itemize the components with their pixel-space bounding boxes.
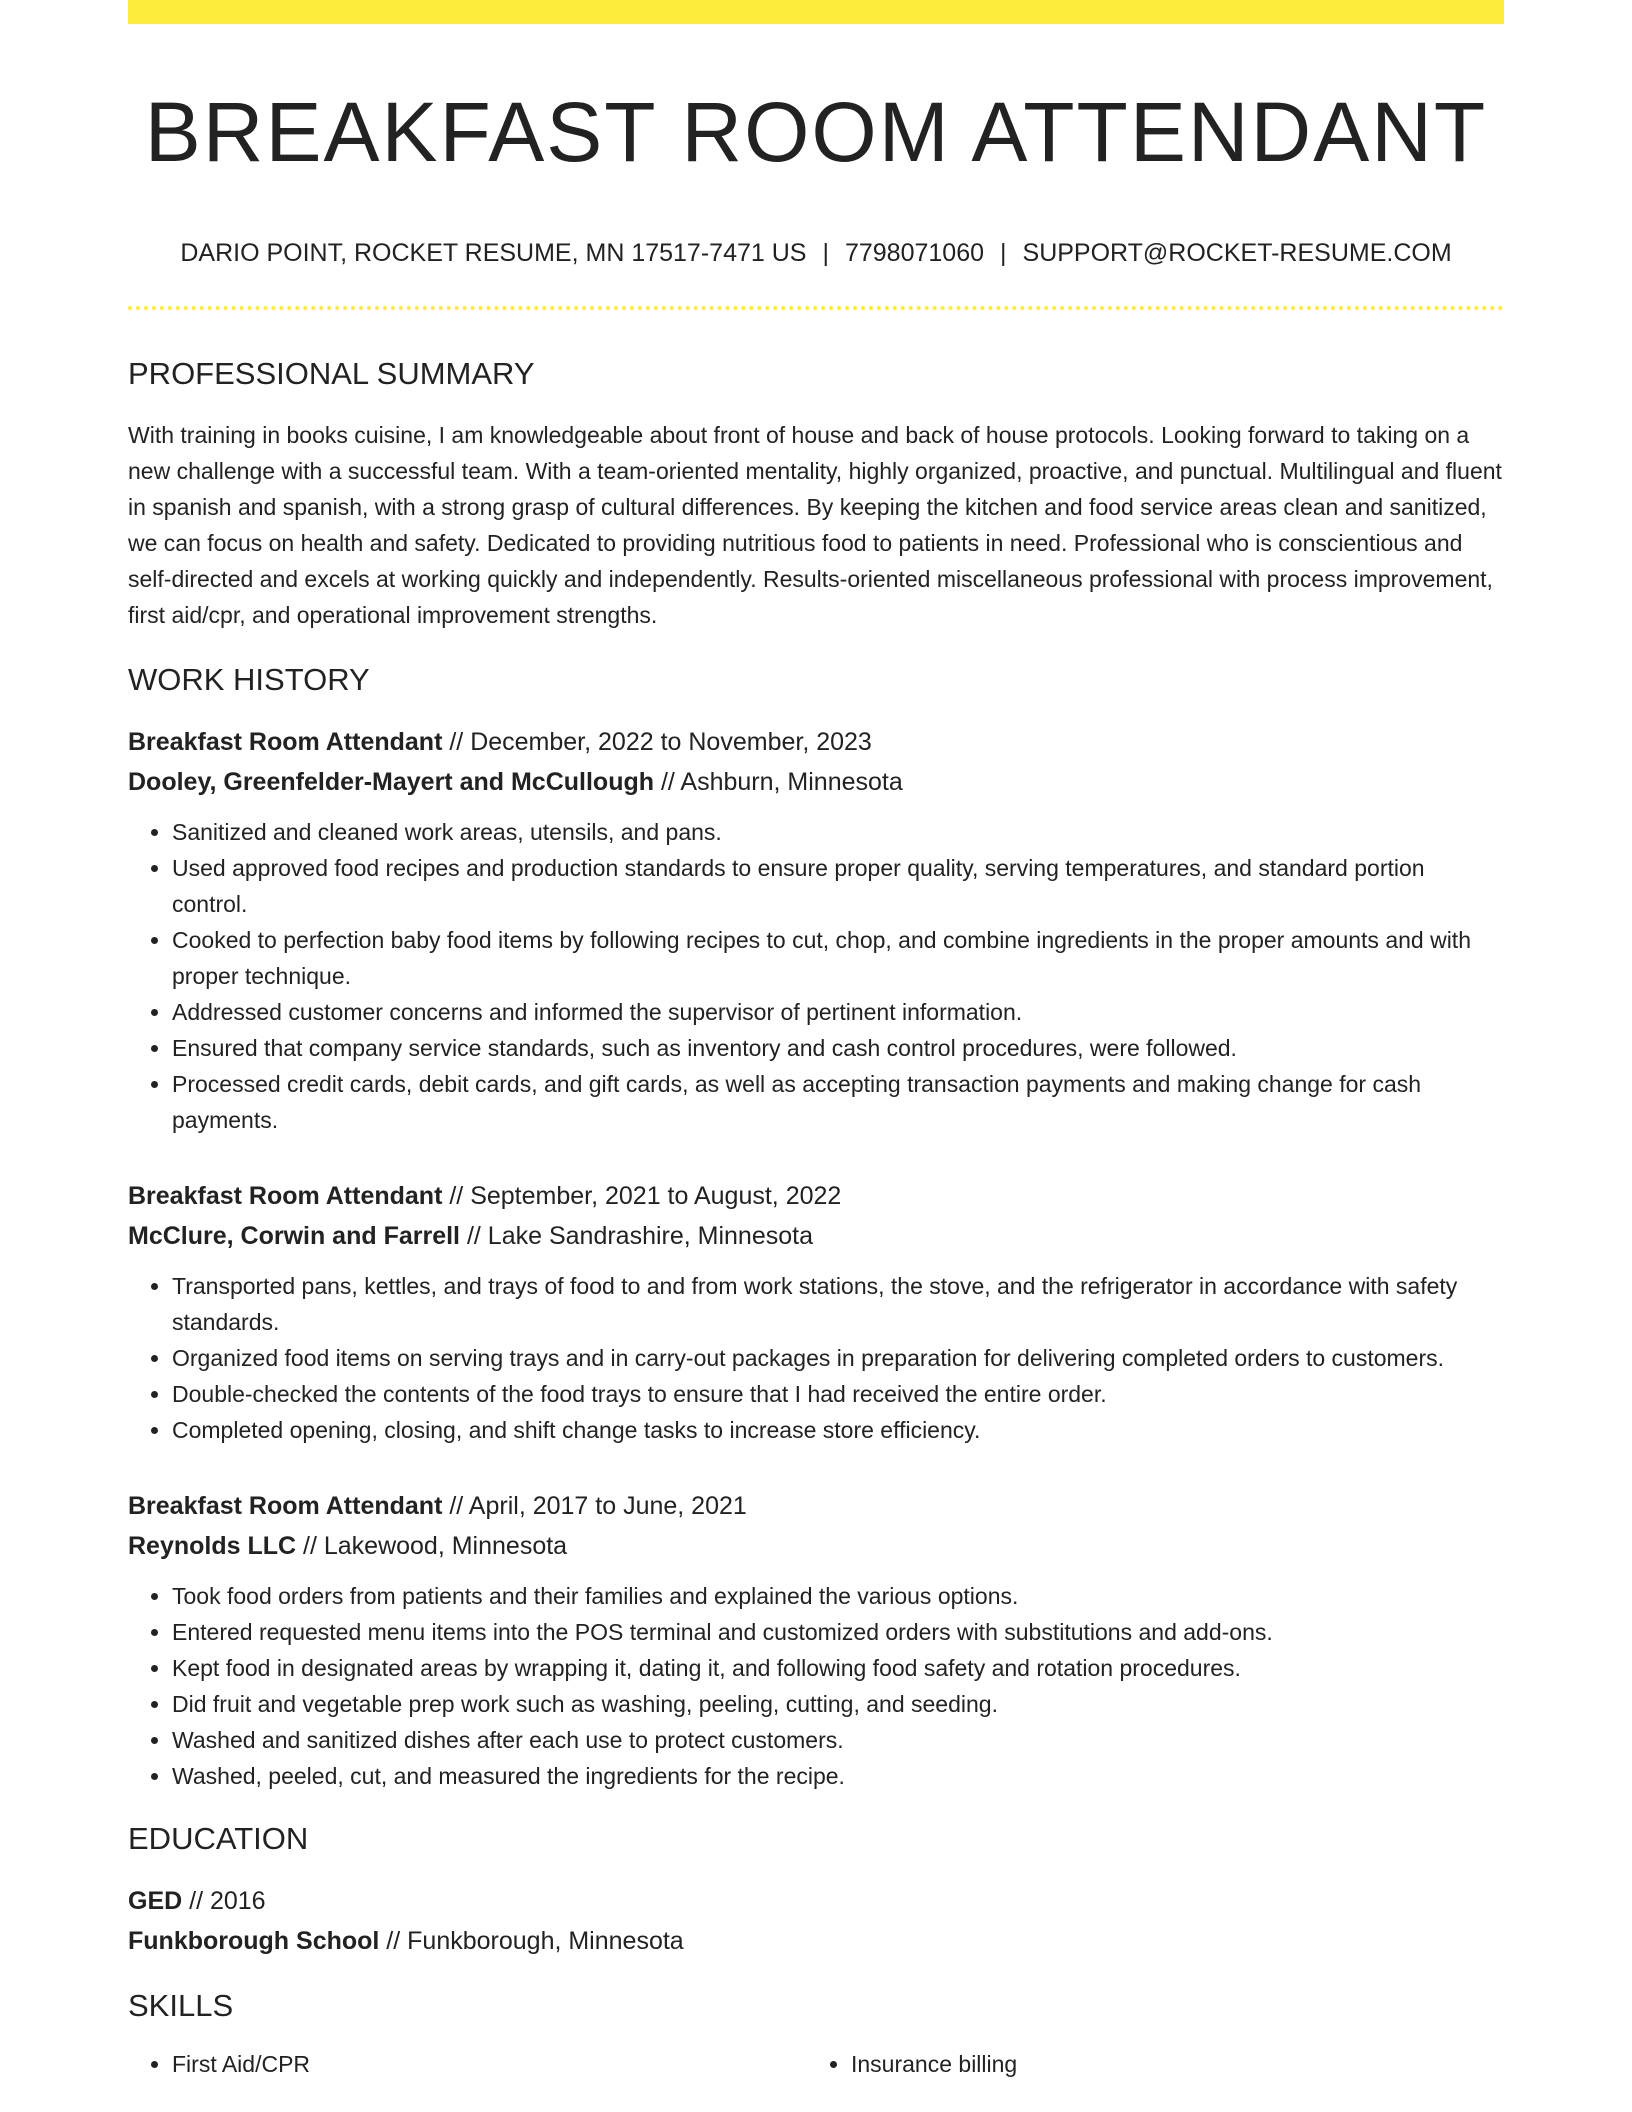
list-item: • Used approved food recipes and production standards to ensure proper quality, serving temperatures, and standard portion control. <box>172 850 1504 922</box>
job-role: Breakfast Room Attendant <box>128 1491 443 1520</box>
job-company-line <box>128 1216 1504 1256</box>
job-entry <box>128 1176 1504 1448</box>
contact-separator: | <box>1000 239 1007 268</box>
education-degree: GED <box>128 1886 183 1915</box>
list-item: • Washed, peeled, cut, and measured the ingredients for the recipe. <box>172 1758 1504 1794</box>
skills-heading: SKILLS <box>128 1987 234 2023</box>
list-item: • Washed and sanitized dishes after each use to protect customers. <box>172 1722 1504 1758</box>
skills-column-left <box>128 2046 807 2082</box>
education-entry <box>128 1881 1504 1961</box>
skills-list <box>128 2046 1504 2082</box>
contact-separator: | <box>822 239 829 268</box>
job-role: Breakfast Room Attendant <box>128 727 443 756</box>
list-item: • Entered requested menu items into the POS terminal and customized orders with substitutions and add-ons. <box>172 1614 1504 1650</box>
job-entry <box>128 1486 1504 1794</box>
job-company-line <box>128 1526 1504 1566</box>
job-title-line <box>128 1176 1504 1216</box>
job-bullets <box>128 1268 1504 1448</box>
list-item: • Did fruit and vegetable prep work such as washing, peeling, cutting, and seeding. <box>172 1686 1504 1722</box>
dotted-divider <box>128 306 1504 310</box>
list-item: • Completed opening, closing, and shift change tasks to increase store efficiency. <box>172 1412 1504 1448</box>
skill-item: • Insurance billing <box>851 2046 1486 2082</box>
resume-page <box>128 0 1504 2082</box>
list-item: • Took food orders from patients and their families and explained the various options. <box>172 1578 1504 1614</box>
job-bullets <box>128 814 1504 1138</box>
job-title-line <box>128 1486 1504 1526</box>
summary-text: With training in books cuisine, I am knowledgeable about front of house and back of house protocols. Looking forward to taking on a new challenge with a successful team. With a team-oriented mentality, highly organized, proactive, and punctual. Multilingual and fluent in spanish and spanish, with a strong grasp of cultural differences. By keeping the kitchen and food service areas clean and sanitized, we can focus on health and safety. Dedicated to providing nutritious food to patients in need. Professional who is conscientious and self-directed and excels at working quickly and independently. Results-oriented miscellaneous professional with process improvement, first aid/cpr, and operational improvement strengths. <box>128 421 1502 628</box>
contact-address: DARIO POINT, ROCKET RESUME, MN 17517-7471 US <box>180 239 807 268</box>
job-dates: // April, 2017 to June, 2021 <box>442 1491 747 1520</box>
work-history-heading: WORK HISTORY <box>128 661 370 697</box>
list-item: • Processed credit cards, debit cards, and gift cards, as well as accepting transaction payments and making change for cash payments. <box>172 1066 1504 1138</box>
job-location: // Lake Sandrashire, Minnesota <box>460 1221 813 1250</box>
skill-item: • First Aid/CPR <box>172 2046 807 2082</box>
job-company: Reynolds LLC <box>128 1531 297 1560</box>
contact-email: SUPPORT@ROCKET-RESUME.COM <box>1022 239 1452 268</box>
education-year: // 2016 <box>182 1886 266 1915</box>
education-heading: EDUCATION <box>128 1820 309 1856</box>
job-company-line <box>128 762 1504 802</box>
accent-bar <box>128 0 1504 24</box>
list-item: • Transported pans, kettles, and trays of food to and from work stations, the stove, and the refrigerator in accordance with safety standards. <box>172 1268 1504 1340</box>
job-location: // Lakewood, Minnesota <box>296 1531 568 1560</box>
job-dates: // December, 2022 to November, 2023 <box>442 727 872 756</box>
list-item: • Cooked to perfection baby food items by following recipes to cut, chop, and combine ingredients in the proper amounts and with proper technique. <box>172 922 1504 994</box>
job-location: // Ashburn, Minnesota <box>654 767 903 796</box>
list-item: • Double-checked the contents of the food trays to ensure that I had received the entire order. <box>172 1376 1504 1412</box>
contact-phone: 7798071060 <box>844 239 985 268</box>
list-item: • Addressed customer concerns and informed the supervisor of pertinent information. <box>172 994 1504 1030</box>
list-item: • Ensured that company service standards, such as inventory and cash control procedures, were followed. <box>172 1030 1504 1066</box>
list-item: • Kept food in designated areas by wrapping it, dating it, and following food safety and rotation procedures. <box>172 1650 1504 1686</box>
education-school: Funkborough School <box>128 1926 380 1955</box>
education-location: // Funkborough, Minnesota <box>379 1926 684 1955</box>
job-role: Breakfast Room Attendant <box>128 1181 443 1210</box>
job-entry <box>128 722 1504 1138</box>
contact-line <box>128 238 1504 268</box>
job-company: McClure, Corwin and Farrell <box>128 1221 461 1250</box>
job-dates: // September, 2021 to August, 2022 <box>442 1181 842 1210</box>
education-degree-line <box>128 1881 1504 1921</box>
resume-name: BREAKFAST ROOM ATTENDANT <box>144 85 1488 179</box>
summary-heading: PROFESSIONAL SUMMARY <box>128 356 535 392</box>
education-school-line <box>128 1921 1504 1961</box>
skills-column-right <box>807 2046 1486 2082</box>
job-bullets <box>128 1578 1504 1794</box>
list-item: • Sanitized and cleaned work areas, utensils, and pans. <box>172 814 1504 850</box>
job-title-line <box>128 722 1504 762</box>
list-item: • Organized food items on serving trays and in carry-out packages in preparation for delivering completed orders to customers. <box>172 1340 1504 1376</box>
job-company: Dooley, Greenfelder-Mayert and McCullough <box>128 767 655 796</box>
